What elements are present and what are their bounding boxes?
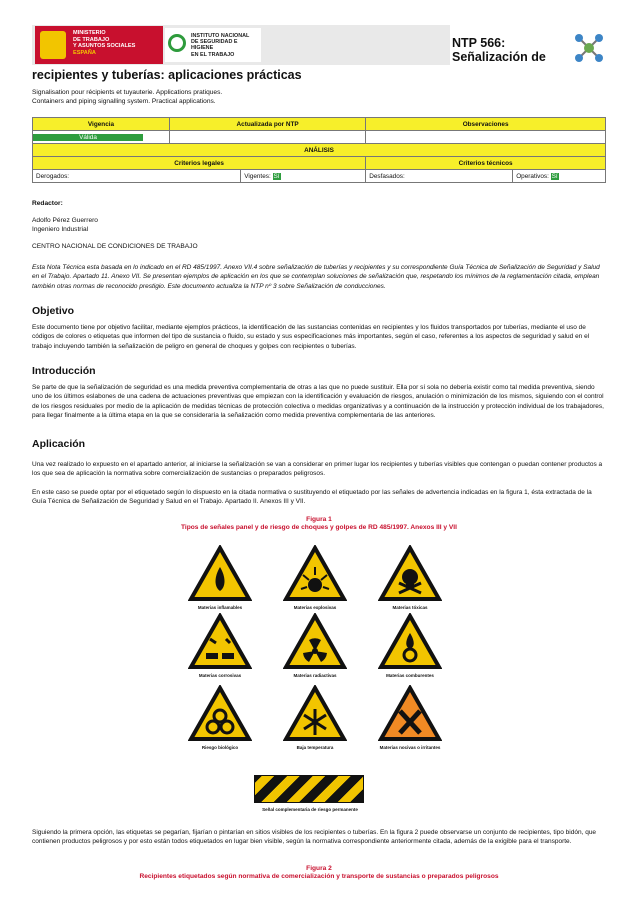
sign-label: Riesgo biológico bbox=[201, 745, 239, 750]
sign-label: Materias explosivas bbox=[293, 605, 337, 610]
institute-line: EN EL TRABAJO bbox=[191, 51, 235, 58]
explosion-icon bbox=[283, 545, 347, 603]
coat-of-arms-icon bbox=[40, 31, 66, 59]
derogados-cell bbox=[33, 170, 241, 183]
redactor-center: CENTRO NACIONAL DE CONDICIONES DE TRABAJO bbox=[32, 243, 198, 250]
vigentes-value: Sí bbox=[273, 172, 280, 180]
sign-label: Materias tóxicas bbox=[392, 605, 428, 610]
ministry-logo bbox=[35, 26, 163, 64]
sign-low-temperature bbox=[283, 685, 347, 755]
vigentes-label: Vigentes: bbox=[244, 172, 271, 180]
objetivo-text: Este documento tiene por objetivo facilitar, mediante ejemplos prácticos, la identificación de las sustancias contenidas en recipientes y los fluidos transportados por tuberías, mediante el uso de códigos de colores o etiquetas que informen del tipo de sustancia o fluido, su estado y sus especificaciones más importantes, según el caso, referentes a los aspectos de seguridad y salud en el trabajo incluyendo también la señalización de peligro en general de choques y golpes con recipientes o tuberías. bbox=[32, 324, 590, 350]
document-title: recipientes y tuberías: aplicaciones prácticas bbox=[32, 68, 302, 82]
flame-over-circle-icon bbox=[378, 613, 442, 671]
ntp-title-line: Señalización de bbox=[452, 50, 546, 64]
desfasados-label: Desfasados: bbox=[369, 172, 405, 180]
hazard-stripe bbox=[254, 775, 364, 803]
sign-label: Materias nocivas o irritantes bbox=[379, 745, 441, 750]
vigentes-cell bbox=[241, 170, 366, 183]
sign-label: Materias inflamables bbox=[197, 605, 243, 610]
sign-label: Materias corrosivas bbox=[198, 673, 242, 678]
corrosive-icon bbox=[188, 613, 252, 671]
introduccion-heading: Introducción bbox=[32, 365, 96, 377]
analisis-header: ANÁLISIS bbox=[33, 144, 606, 157]
objetivo-heading: Objetivo bbox=[32, 305, 75, 317]
sign-label: Materias radiactivas bbox=[293, 673, 337, 678]
sign-toxic bbox=[378, 545, 442, 615]
intro-note: Esta Nota Técnica esta basada en lo indicado en el RD 485/1997. Anexo VII.4 sobre señalización de tuberías y recipientes y su correspondiente Guía Técnica de Señalización de Seguridad y Salud en el Trabajo. Apartado 11. Anexo VII. Se presentan ejemplos de aplicación en los que se contemplan soluciones de señalización que, respetando los mínimos de la reglamentación citada, emplean también otras normas de reconocido prestigio. Este documento actualiza la NTP nº 3 sobre Señalización de conducciones. bbox=[32, 264, 600, 290]
col-observaciones: Observaciones bbox=[366, 118, 606, 131]
harmful-x-icon bbox=[378, 685, 442, 743]
ntp-number: NTP 566: bbox=[452, 36, 506, 50]
subtitle-en: Containers and piping signalling system. Practical applications. bbox=[32, 98, 216, 105]
observaciones-cell bbox=[366, 131, 606, 144]
ministry-name bbox=[73, 30, 135, 56]
sign-oxidizing bbox=[378, 613, 442, 683]
biohazard-icon bbox=[188, 685, 252, 743]
aplicacion-text-2: En este caso se puede optar por el etiquetado según lo dispuesto en la citada normativa o sustituyendo el etiquetado por las señales de advertencia indicadas en la figura 1, ésta extractada de la Guía Técnica de Señalización de Seguridad y Salud en el Trabajo. Apartado II. Anexos III y VII. bbox=[32, 489, 592, 506]
derogados-label: Derogados: bbox=[36, 172, 70, 180]
criterios-tecnicos-header: Criterios técnicos bbox=[366, 157, 606, 170]
snowflake-icon bbox=[283, 685, 347, 743]
col-actualizada: Actualizada por NTP bbox=[170, 118, 366, 131]
redactor-label: Redactor: bbox=[32, 200, 63, 207]
figure1-label: Figura 1 bbox=[306, 516, 332, 523]
institute-line: DE SEGURIDAD E HIGIENE bbox=[191, 39, 238, 52]
introduccion-text: Se parte de que la señalización de seguridad es una medida preventiva complementaria de otras a las que no puede sustituir. Ella por sí sola no debería existir como tal medida preventiva, siendo uno de los últimos eslabones de una cadena de actuaciones preventivas que empiezan con la identificación y evaluación de riesgos, anulación o minimización de los mismos, siguiendo con el control de los riesgos residuales por medio de la aplicación de medidas técnicas de protección colectiva o medidas organizativas y a continuación de la instrucción y protección individual de los trabajadores, para llegar finalmente a la última etapa en la que se consideraría la señalización como medida preventiva complementaria de las anteriores. bbox=[32, 384, 604, 419]
actualizada-cell bbox=[170, 131, 366, 144]
subtitle-fr: Signalisation pour récipients et tuyauterie. Applications pratiques. bbox=[32, 89, 223, 96]
skull-icon bbox=[378, 545, 442, 603]
operativos-value: Sí bbox=[551, 172, 558, 180]
aplicacion-text-1: Una vez realizado lo expuesto en el apartado anterior, al iniciarse la señalización se van a considerar en primer lugar los recipientes y tuberías visibles que contengan o puedan contener productos a los que sea de aplicación la normativa sobre comercialización de sustancias o preparados peligrosos. bbox=[32, 461, 603, 478]
ministry-line: DE TRABAJO bbox=[73, 36, 110, 43]
ministry-line: MINISTERIO bbox=[73, 30, 106, 36]
after-figure-text: Siguiendo la primera opción, las etiquetas se pegarían, fijarían o pintarían en sitios visibles de los recipientes o tuberías. En la figura 2 puede observarse un conjunto de recipientes, tipo bidón, que contienen productos peligrosos y por esto están todos etiquetados en lugar bien visible, según la normativa correspondiente anteriormente citada, además de la exigible para el transporte. bbox=[32, 829, 597, 846]
molecule-icon bbox=[571, 30, 607, 66]
col-vigencia: Vigencia bbox=[33, 118, 170, 131]
institute-mark-icon bbox=[168, 34, 186, 52]
desfasados-cell bbox=[366, 170, 513, 183]
criterios-legales-header: Criterios legales bbox=[33, 157, 366, 170]
figure1-caption: Tipos de señales panel y de riesgo de choques y golpes de RD 485/1997. Anexos III y VII bbox=[181, 524, 457, 531]
figure2-caption: Recipientes etiquetados según normativa de comercialización y transporte de sustancias o preparados peligrosos bbox=[139, 873, 499, 880]
sign-biohazard bbox=[188, 685, 252, 755]
sign-flammable bbox=[188, 545, 252, 615]
institute-line: INSTITUTO NACIONAL bbox=[191, 33, 250, 39]
flame-icon bbox=[188, 545, 252, 603]
radiation-icon bbox=[283, 613, 347, 671]
status-table bbox=[32, 117, 606, 183]
vigencia-cell bbox=[33, 131, 170, 144]
stripe-label: Señal complementaria de riesgo permanente bbox=[262, 807, 358, 812]
ministry-line: ESPAÑA bbox=[73, 49, 96, 56]
status-badge: Válida bbox=[33, 134, 143, 141]
redactor-role: Ingeniero Industrial bbox=[32, 226, 89, 233]
ministry-line: Y ASUNTOS SOCIALES bbox=[73, 43, 136, 50]
sign-explosive bbox=[283, 545, 347, 615]
figure2-label: Figura 2 bbox=[306, 865, 332, 872]
sign-label: Materias comburentes bbox=[386, 673, 434, 678]
operativos-label: Operativos: bbox=[516, 172, 549, 180]
sign-corrosive bbox=[188, 613, 252, 683]
sign-radioactive bbox=[283, 613, 347, 683]
sign-harmful bbox=[378, 685, 442, 755]
redactor-name: Adolfo Pérez Guerrero bbox=[32, 217, 98, 224]
institute-logo bbox=[165, 28, 261, 62]
sign-label: Baja temperatura bbox=[296, 745, 334, 750]
ntp-heading bbox=[452, 36, 572, 64]
aplicacion-heading: Aplicación bbox=[32, 438, 86, 450]
institute-name bbox=[191, 33, 261, 58]
operativos-cell bbox=[513, 170, 606, 183]
